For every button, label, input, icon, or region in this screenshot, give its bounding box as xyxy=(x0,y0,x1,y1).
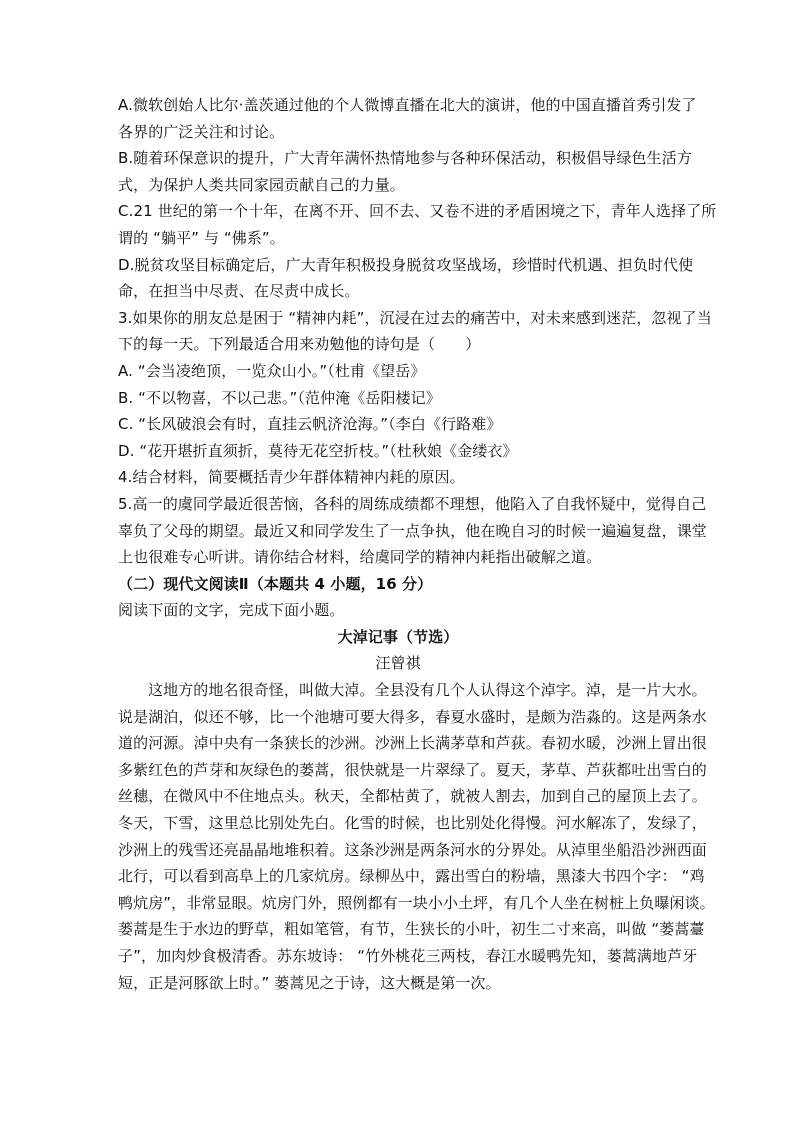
option-b-line-2: 式，为保护人类共同家园贡献自己的力量。 xyxy=(118,175,405,194)
question-3-option-a: A. “会当凌绝顶，一览众山小。”（杜甫《望岳》 xyxy=(118,361,426,380)
article-body xyxy=(118,677,715,996)
option-a-line-1: A.微软创始人比尔·盖茨通过他的个人微博直播在北大的演讲，他的中国直播首秀引发了 xyxy=(118,96,697,114)
article-line: 沙洲上的残雪还亮晶晶地堆积着。这条沙洲是两条河水的分界处。从淖里坐船沿沙洲西面 xyxy=(118,840,707,859)
article-line: 冬天，下雪，这里总比别处先白。化雪的时候，也比别处化得慢。河水解冻了，发绿了， xyxy=(118,814,707,833)
options-and-questions xyxy=(118,92,717,571)
question-3-option-c: C. “长风破浪会有时，直挂云帆济沧海。”（李白《行路难》 xyxy=(118,415,502,434)
option-d-line-1: D.脱贫攻坚目标确定后，广大青年积极投身脱贫攻坚战场，珍惜时代机遇、担负时代使 xyxy=(118,255,694,274)
question-3-line-1: 3.如果你的朋友总是困于 “精神内耗”，沉浸在过去的痛苦中，对未来感到迷茫，忽视了当 xyxy=(118,308,712,327)
question-5-line-3: 上也很难专心听讲。请你结合材料，给虞同学的精神内耗指出破解之道。 xyxy=(118,548,602,567)
article-line: 丝穗，在微风中不住地点头。秋天，全都枯黄了，就被人割去，加到自己的屋顶上去了。 xyxy=(118,787,707,806)
reading-section-2 xyxy=(118,571,715,997)
section-instruction: 阅读下面的文字，完成下面小题。 xyxy=(118,601,345,620)
question-3-option-b: B. “不以物喜，不以己悲。”（范仲淹《岳阳楼记》 xyxy=(118,388,441,407)
article-title: 大淖记事（节选） xyxy=(337,627,459,646)
question-5-line-1: 5.高一的虞同学最近很苦恼，各科的周练成绩都不理想，他陷入了自我怀疑中，觉得自己 xyxy=(118,494,707,513)
article-line: 蒌蒿是生于水边的野草，粗如笔管，有节，生狭长的小叶，初生二寸来高，叫做 “蒌蒿薹 xyxy=(118,920,705,939)
section-heading: （二）现代文阅读Ⅱ（本题共 4 小题，16 分） xyxy=(118,574,433,593)
article-line: 道的河源。淖中央有一条狭长的沙洲。沙洲上长满茅草和芦荻。春初水暖，沙洲上冒出很 xyxy=(118,734,707,753)
question-4: 4.结合材料，简要概括青少年群体精神内耗的原因。 xyxy=(118,468,465,487)
option-b-line-1: B.随着环保意识的提升，广大青年满怀热情地参与各种环保活动，积极倡导绿色生活方 xyxy=(118,149,692,168)
article-line: 多紫红色的芦芽和灰绿色的蒌蒿，很快就是一片翠绿了。夏天，茅草、芦荻都吐出雪白的 xyxy=(118,760,707,779)
exam-page xyxy=(118,92,717,996)
option-a-line-2: 各界的广泛关注和讨论。 xyxy=(118,122,285,141)
option-c-line-2: 谓的 “躺平” 与 “佛系”。 xyxy=(118,228,285,247)
article-line: 短，正是河豚欲上时。” 蒌蒿见之于诗，这大概是第一次。 xyxy=(118,973,501,992)
article-line: 说是湖泊，似还不够，比一个池塘可要大得多，春夏水盛时，是颇为浩淼的。这是两条水 xyxy=(118,707,707,726)
article-line: 这地方的地名很奇怪，叫做大淖。全县没有几个人认得这个淖字。淖，是一片大水。 xyxy=(148,681,707,700)
option-c-line-1: C.21 世纪的第一个十年，在离不开、回不去、又卷不进的矛盾困境之下，青年人选择了所 xyxy=(118,202,717,221)
article-line: 子”，加肉炒食极清香。苏东坡诗： “竹外桃花三两枝，春江水暖鸭先知，蒌蒿满地芦牙 xyxy=(118,947,698,965)
question-5-line-2: 辜负了父母的期望。最近又和同学发生了一点争执，他在晚自习的时候一遍遍复盘，课堂 xyxy=(118,521,707,540)
question-3-line-2: 下的每一天。下列最适合用来劝勉他的诗句是（ ） xyxy=(118,335,481,354)
option-d-line-2: 命，在担当中尽责、在尽责中成长。 xyxy=(118,282,360,301)
article-author: 汪曾祺 xyxy=(375,654,421,673)
article-line: 北行，可以看到高阜上的几家炕房。绿柳丛中，露出雪白的粉墙，黑漆大书四个字： “鸡 xyxy=(118,867,705,886)
question-3-option-d: D. “花开堪折直须折，莫待无花空折枝。”（杜秋娘《金缕衣》 xyxy=(118,441,518,460)
article-line: 鸭炕房”，非常显眼。炕房门外，照例都有一块小小土坪，有几个人坐在树桩上负曝闲谈。 xyxy=(118,893,715,912)
